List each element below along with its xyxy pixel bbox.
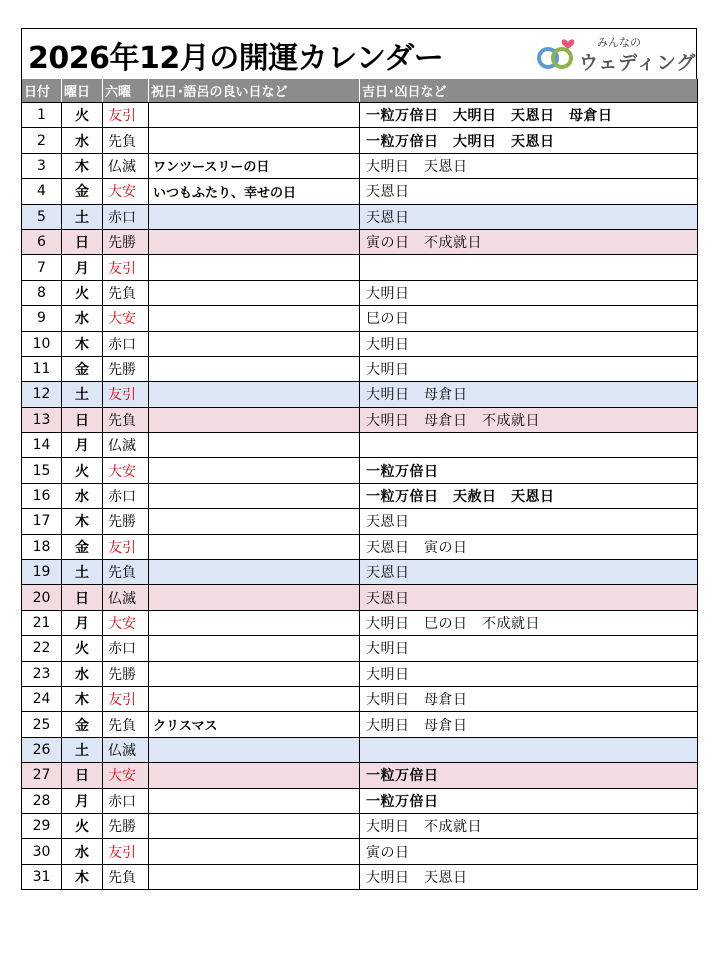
weekday-cell: 土 (62, 737, 103, 762)
luck-cell (360, 737, 698, 762)
day-cell: 21 (22, 610, 62, 635)
weekday-cell: 月 (62, 788, 103, 813)
table-row (22, 433, 698, 458)
luck-cell: 天恩日 (360, 560, 698, 585)
holiday-cell (149, 306, 360, 331)
luck-cell (360, 433, 698, 458)
table-row (22, 560, 698, 585)
holiday-cell (149, 204, 360, 229)
table-row (22, 407, 698, 432)
weekday-cell: 日 (62, 229, 103, 254)
day-cell: 14 (22, 433, 62, 458)
header-weekday: 曜日 (62, 79, 103, 103)
holiday-cell (149, 509, 360, 534)
holiday-cell: ワンツースリーの日 (149, 153, 360, 178)
table-row (22, 763, 698, 788)
header-row (22, 79, 698, 103)
day-cell: 24 (22, 686, 62, 711)
rokuyo-cell: 大安 (103, 610, 149, 635)
logo-big-text: ウェディング (579, 52, 697, 74)
rokuyo-cell: 大安 (103, 179, 149, 204)
holiday-cell (149, 229, 360, 254)
weekday-cell: 日 (62, 763, 103, 788)
header-holiday: 祝日･語呂の良い日など (149, 79, 360, 103)
day-cell: 18 (22, 534, 62, 559)
weekday-cell: 火 (62, 636, 103, 661)
day-cell: 12 (22, 382, 62, 407)
day-cell: 8 (22, 280, 62, 305)
holiday-cell (149, 839, 360, 864)
rokuyo-cell: 仏滅 (103, 737, 149, 762)
table-row (22, 839, 698, 864)
weekday-cell: 日 (62, 407, 103, 432)
holiday-cell (149, 864, 360, 889)
holiday-cell (149, 331, 360, 356)
rokuyo-cell: 友引 (103, 255, 149, 280)
holiday-cell (149, 255, 360, 280)
day-cell: 10 (22, 331, 62, 356)
holiday-cell (149, 661, 360, 686)
luck-cell (360, 255, 698, 280)
weekday-cell: 日 (62, 585, 103, 610)
rokuyo-cell: 大安 (103, 306, 149, 331)
title-bar (21, 28, 697, 79)
weekday-cell: 火 (62, 458, 103, 483)
calendar-body (22, 103, 698, 890)
rokuyo-cell: 友引 (103, 686, 149, 711)
holiday-cell (149, 128, 360, 153)
weekday-cell: 金 (62, 179, 103, 204)
holiday-cell (149, 280, 360, 305)
luck-cell: 一粒万倍日 天赦日 天恩日 (360, 483, 698, 508)
table-row (22, 509, 698, 534)
holiday-cell (149, 788, 360, 813)
luck-cell: 大明日 母倉日 (360, 686, 698, 711)
luck-cell: 大明日 天恩日 (360, 864, 698, 889)
table-row (22, 128, 698, 153)
table-row (22, 229, 698, 254)
holiday-cell (149, 458, 360, 483)
table-row (22, 204, 698, 229)
day-cell: 4 (22, 179, 62, 204)
day-cell: 1 (22, 103, 62, 128)
day-cell: 26 (22, 737, 62, 762)
table-row (22, 636, 698, 661)
table-row (22, 737, 698, 762)
luck-cell: 大明日 (360, 636, 698, 661)
day-cell: 2 (22, 128, 62, 153)
weekday-cell: 木 (62, 686, 103, 711)
luck-cell: 大明日 (360, 331, 698, 356)
table-row (22, 864, 698, 889)
holiday-cell (149, 610, 360, 635)
rokuyo-cell: 先負 (103, 712, 149, 737)
day-cell: 19 (22, 560, 62, 585)
luck-cell: 大明日 母倉日 不成就日 (360, 407, 698, 432)
table-row (22, 153, 698, 178)
table-row (22, 712, 698, 737)
rokuyo-cell: 先勝 (103, 229, 149, 254)
weekday-cell: 火 (62, 103, 103, 128)
rokuyo-cell: 友引 (103, 839, 149, 864)
table-row (22, 331, 698, 356)
table-row (22, 255, 698, 280)
day-cell: 5 (22, 204, 62, 229)
day-cell: 29 (22, 813, 62, 838)
luck-cell: 一粒万倍日 (360, 788, 698, 813)
day-cell: 30 (22, 839, 62, 864)
rokuyo-cell: 先負 (103, 128, 149, 153)
weekday-cell: 月 (62, 610, 103, 635)
table-row (22, 813, 698, 838)
weekday-cell: 水 (62, 128, 103, 153)
weekday-cell: 火 (62, 813, 103, 838)
table-row (22, 306, 698, 331)
luck-cell: 一粒万倍日 (360, 763, 698, 788)
weekday-cell: 火 (62, 280, 103, 305)
table-row (22, 585, 698, 610)
weekday-cell: 水 (62, 483, 103, 508)
holiday-cell (149, 737, 360, 762)
holiday-cell (149, 103, 360, 128)
holiday-cell (149, 382, 360, 407)
table-row (22, 103, 698, 128)
day-cell: 16 (22, 483, 62, 508)
table-row (22, 788, 698, 813)
day-cell: 15 (22, 458, 62, 483)
day-cell: 11 (22, 356, 62, 381)
weekday-cell: 木 (62, 509, 103, 534)
weekday-cell: 土 (62, 560, 103, 585)
day-cell: 31 (22, 864, 62, 889)
holiday-cell (149, 585, 360, 610)
table-row (22, 661, 698, 686)
weekday-cell: 月 (62, 433, 103, 458)
calendar-sheet (21, 28, 697, 890)
weekday-cell: 金 (62, 356, 103, 381)
day-cell: 28 (22, 788, 62, 813)
weekday-cell: 水 (62, 839, 103, 864)
holiday-cell (149, 433, 360, 458)
day-cell: 23 (22, 661, 62, 686)
luck-cell: 大明日 母倉日 (360, 712, 698, 737)
table-row (22, 610, 698, 635)
holiday-cell: いつもふたり、幸せの日 (149, 179, 360, 204)
rokuyo-cell: 先負 (103, 280, 149, 305)
rokuyo-cell: 友引 (103, 103, 149, 128)
rokuyo-cell: 先勝 (103, 356, 149, 381)
logo-small-text: みんなの (597, 36, 641, 49)
holiday-cell: クリスマス (149, 712, 360, 737)
day-cell: 22 (22, 636, 62, 661)
holiday-cell (149, 686, 360, 711)
rokuyo-cell: 大安 (103, 763, 149, 788)
luck-cell: 巳の日 (360, 306, 698, 331)
page-title: 2026年12月の開運カレンダー (28, 41, 444, 76)
weekday-cell: 木 (62, 864, 103, 889)
rokuyo-cell: 友引 (103, 534, 149, 559)
rokuyo-cell: 大安 (103, 458, 149, 483)
holiday-cell (149, 636, 360, 661)
rokuyo-cell: 赤口 (103, 204, 149, 229)
luck-cell: 寅の日 不成就日 (360, 229, 698, 254)
luck-cell: 一粒万倍日 大明日 天恩日 (360, 128, 698, 153)
weekday-cell: 木 (62, 153, 103, 178)
rokuyo-cell: 赤口 (103, 636, 149, 661)
luck-cell: 天恩日 寅の日 (360, 534, 698, 559)
day-cell: 17 (22, 509, 62, 534)
day-cell: 7 (22, 255, 62, 280)
holiday-cell (149, 813, 360, 838)
luck-cell: 大明日 母倉日 (360, 382, 698, 407)
day-cell: 3 (22, 153, 62, 178)
rokuyo-cell: 先負 (103, 864, 149, 889)
rokuyo-cell: 赤口 (103, 331, 149, 356)
rokuyo-cell: 先勝 (103, 813, 149, 838)
luck-cell: 大明日 (360, 356, 698, 381)
luck-cell: 大明日 (360, 280, 698, 305)
luck-cell: 一粒万倍日 大明日 天恩日 母倉日 (360, 103, 698, 128)
holiday-cell (149, 407, 360, 432)
table-row (22, 356, 698, 381)
luck-cell: 天恩日 (360, 179, 698, 204)
luck-cell: 大明日 天恩日 (360, 153, 698, 178)
weekday-cell: 土 (62, 382, 103, 407)
rokuyo-cell: 赤口 (103, 483, 149, 508)
header-day: 日付 (22, 79, 62, 103)
header-rokuyo: 六曜 (103, 79, 149, 103)
day-cell: 27 (22, 763, 62, 788)
weekday-cell: 水 (62, 661, 103, 686)
day-cell: 13 (22, 407, 62, 432)
holiday-cell (149, 356, 360, 381)
weekday-cell: 金 (62, 534, 103, 559)
holiday-cell (149, 483, 360, 508)
luck-cell: 大明日 巳の日 不成就日 (360, 610, 698, 635)
table-row (22, 280, 698, 305)
day-cell: 9 (22, 306, 62, 331)
rokuyo-cell: 友引 (103, 382, 149, 407)
rokuyo-cell: 先負 (103, 407, 149, 432)
heart-ring-logo-icon (535, 36, 579, 72)
day-cell: 6 (22, 229, 62, 254)
table-row (22, 534, 698, 559)
rokuyo-cell: 赤口 (103, 788, 149, 813)
luck-cell: 天恩日 (360, 509, 698, 534)
rokuyo-cell: 先勝 (103, 661, 149, 686)
table-row (22, 382, 698, 407)
luck-cell: 天恩日 (360, 204, 698, 229)
table-row (22, 483, 698, 508)
weekday-cell: 水 (62, 306, 103, 331)
calendar-table (21, 79, 698, 890)
weekday-cell: 月 (62, 255, 103, 280)
holiday-cell (149, 560, 360, 585)
holiday-cell (149, 534, 360, 559)
rokuyo-cell: 仏滅 (103, 433, 149, 458)
luck-cell: 天恩日 (360, 585, 698, 610)
day-cell: 20 (22, 585, 62, 610)
rokuyo-cell: 仏滅 (103, 585, 149, 610)
holiday-cell (149, 763, 360, 788)
rokuyo-cell: 仏滅 (103, 153, 149, 178)
header-luck: 吉日･凶日など (360, 79, 698, 103)
brand-logo (535, 34, 695, 74)
weekday-cell: 木 (62, 331, 103, 356)
luck-cell: 一粒万倍日 (360, 458, 698, 483)
table-row (22, 179, 698, 204)
luck-cell: 大明日 (360, 661, 698, 686)
luck-cell: 寅の日 (360, 839, 698, 864)
table-row (22, 458, 698, 483)
weekday-cell: 金 (62, 712, 103, 737)
weekday-cell: 土 (62, 204, 103, 229)
table-row (22, 686, 698, 711)
day-cell: 25 (22, 712, 62, 737)
rokuyo-cell: 先負 (103, 560, 149, 585)
rokuyo-cell: 先勝 (103, 509, 149, 534)
luck-cell: 大明日 不成就日 (360, 813, 698, 838)
